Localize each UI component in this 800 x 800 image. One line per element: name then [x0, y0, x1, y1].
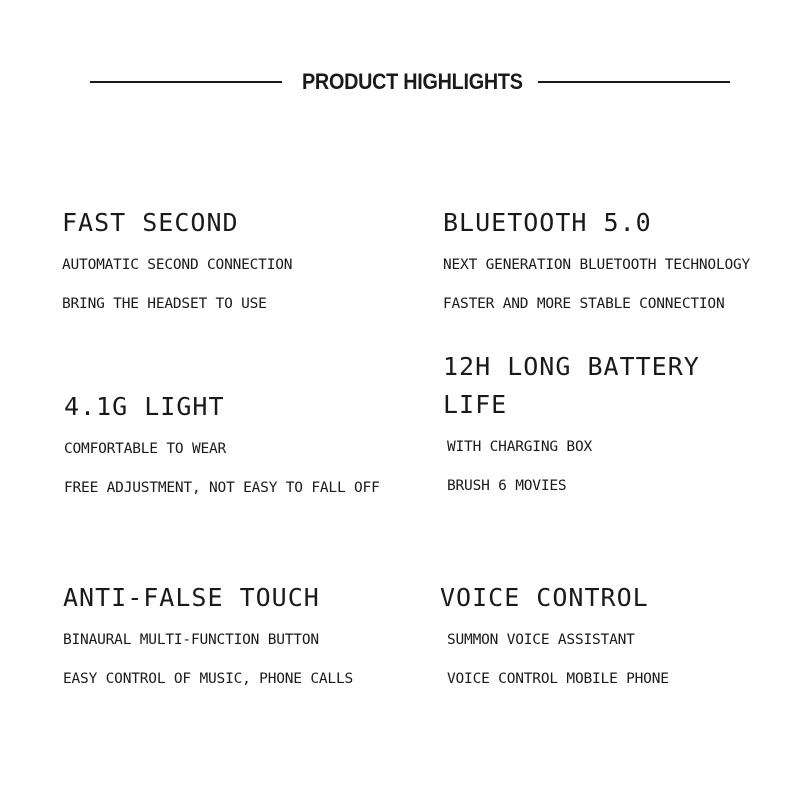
feature-light-weight — [64, 388, 380, 497]
feature-title: BLUETOOTH 5.0 — [443, 208, 652, 237]
feature-title: ANTI-FALSE TOUCH — [63, 583, 320, 612]
feature-line: FASTER AND MORE STABLE CONNECTION — [443, 296, 725, 312]
feature-title: 4.1G LIGHT — [64, 392, 225, 421]
feature-battery-life — [443, 348, 733, 495]
feature-line: VOICE CONTROL MOBILE PHONE — [447, 671, 669, 687]
feature-line: AUTOMATIC SECOND CONNECTION — [62, 257, 293, 273]
page-title: PRODUCT HIGHLIGHTS — [302, 69, 523, 94]
feature-line: WITH CHARGING BOX — [447, 439, 593, 455]
feature-line: COMFORTABLE TO WEAR — [64, 441, 227, 457]
header-divider-right — [538, 81, 730, 83]
feature-anti-false-touch — [63, 579, 353, 688]
feature-title: VOICE CONTROL — [440, 583, 649, 612]
feature-line: FREE ADJUSTMENT, NOT EASY TO FALL OFF — [64, 480, 380, 496]
feature-voice-control — [440, 579, 669, 688]
feature-line: EASY CONTROL OF MUSIC, PHONE CALLS — [63, 671, 354, 687]
feature-title: 12H LONG BATTERY LIFE — [443, 352, 700, 419]
section-header — [90, 66, 730, 98]
feature-line: BRING THE HEADSET TO USE — [62, 296, 267, 312]
feature-line: SUMMON VOICE ASSISTANT — [447, 632, 635, 648]
feature-line: BINAURAL MULTI-FUNCTION BUTTON — [63, 632, 319, 648]
header-divider-left — [90, 81, 282, 83]
feature-title: FAST SECOND — [62, 208, 239, 237]
feature-bluetooth — [443, 204, 750, 313]
feature-line: BRUSH 6 MOVIES — [447, 478, 567, 494]
feature-fast-second — [62, 204, 292, 313]
feature-line: NEXT GENERATION BLUETOOTH TECHNOLOGY — [443, 257, 751, 273]
